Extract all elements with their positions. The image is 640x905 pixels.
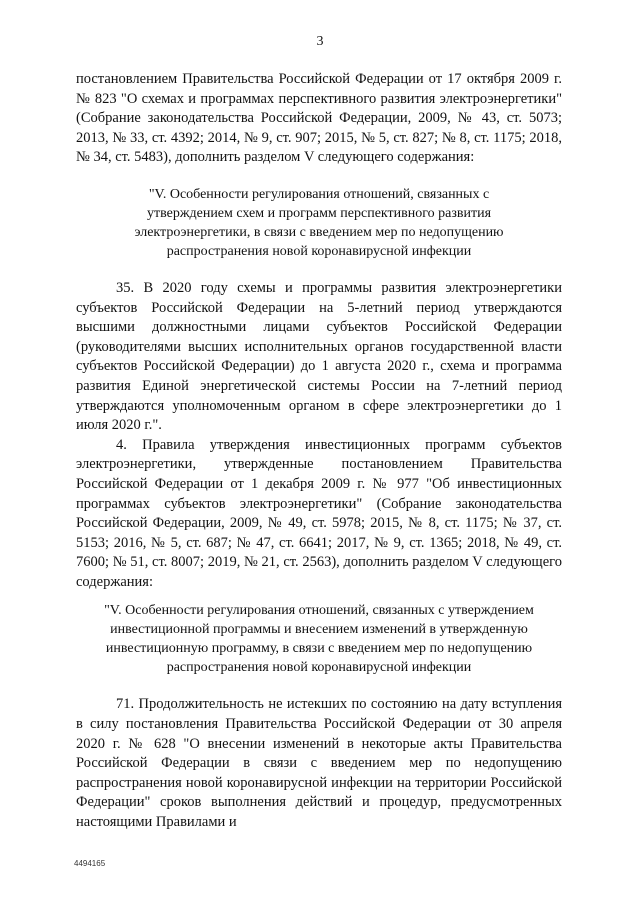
paragraph-35: 35. В 2020 году схемы и программы развития электроэнергетики субъектов Российской Федерации на 5-летний период утверждаются высшими должностными лицами субъектов Российской Федерации (руководителями высших исполнительных органов государственной власти субъектов Российской Федерации) до 1 августа 2020 г., схема и программа развития Единой энергетической системы России на 7-летний период утверждаются уполномоченным органом в сфере электроэнергетики до 1 июля 2020 г.". — [76, 279, 562, 434]
paragraph-71: 71. Продолжительность не истекших по состоянию на дату вступления в силу постановления Правительства Российской Федерации от 30 апреля 2020 г. № 628 "О внесении изменений в некоторые акты Правительства Российской Федерации в связи с введением мер по недопущению распространения новой коронавирусной инфекции на территории Российской Федерации" сроков выполнения действий и процедур, предусмотренных настоящими Правилами и — [76, 696, 562, 831]
document-body — [76, 70, 562, 833]
section-heading-investment: "V. Особенности регулирования отношений, связанных с утверждением инвестиционной программы и внесением изменений в утвержденную инвестиционную программу, в связи с введением мер по недопущению распространения новой коронавирусной инфекции — [104, 603, 534, 676]
page-number: 3 — [316, 34, 324, 49]
section-heading-schemes: "V. Особенности регулирования отношений, связанных с утверждением схем и программ перспективного развития электроэнергетики, в связи с введением мер по недопущению распространения новой коронавирусной инфекции — [134, 186, 504, 259]
paragraph-intro: постановлением Правительства Российской Федерации от 17 октября 2009 г. № 823 "О схемах и программах перспективного развития электроэнергетики" (Собрание законодательства Российской Федерации, 2009, № 43, ст. 5073; 2013, № 33, ст. 4392; 2014, № 9, ст. 907; 2015, № 5, ст. 827; № 8, ст. 1175; 2018, № 34, ст. 5483), дополнить разделом V следующего содержания: — [76, 71, 562, 166]
document-id: 4494165 — [74, 859, 106, 868]
paragraph-item-4: 4. Правила утверждения инвестиционных программ субъектов электроэнергетики, утвержденные постановлением Правительства Российской Федерации от 1 декабря 2009 г. № 977 "Об инвестиционных программах субъектов электроэнергетики" (Собрание законодательства Российской Федерации, 2009, № 49, ст. 5978; 2015, № 8, ст. 1175; № 37, ст. 5153; 2016, № 5, ст. 687; № 47, ст. 6641; 2017, № 9, ст. 1365; 2018, № 49, ст. 7600; № 51, ст. 8007; 2019, № 21, ст. 2563), дополнить разделом V следующего содержания: — [76, 436, 562, 590]
